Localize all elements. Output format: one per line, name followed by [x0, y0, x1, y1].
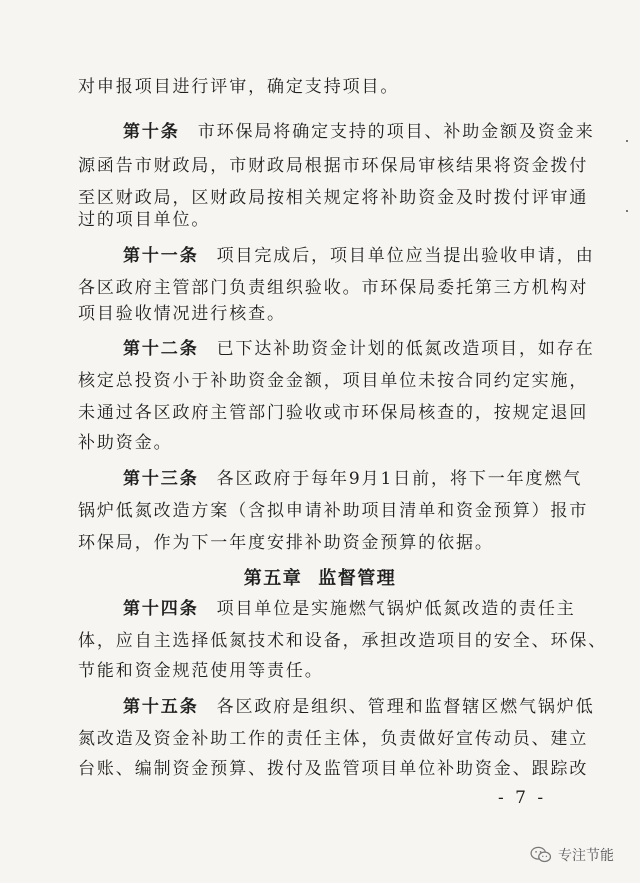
article-heading: 第十一条	[123, 246, 199, 266]
article-heading: 第十五条	[123, 697, 199, 717]
text-line: 锅炉低氮改造方案（含拟申请补助项目清单和资金预算）报市	[78, 501, 589, 521]
text-line: 台账、编制资金预算、拨付及监管项目单位补助资金、跟踪改	[78, 759, 589, 779]
text-line: 过的项目单位。	[78, 210, 211, 230]
text-line: 节能和资金规范使用等责任。	[78, 661, 324, 681]
wechat-icon	[530, 846, 552, 864]
chapter-heading: 第五章 监督管理	[243, 568, 397, 589]
watermark-text: 专注节能	[558, 848, 614, 864]
text-line: 体，应自主选择低氮技术和设备，承担改造项目的安全、环保、	[78, 631, 608, 651]
text-line: 项目验收情况进行核查。	[78, 304, 286, 324]
text-line: 核定总投资小于补助资金金额，项目单位未按合同约定实施，	[78, 371, 589, 391]
article-14: 第十四条 项目单位是实施燃气锅炉低氮改造的责任主	[123, 599, 576, 619]
text-line: 未通过各区政府主管部门验收或市环保局核查的，按规定退回	[78, 403, 589, 423]
scan-mark	[626, 140, 628, 142]
text-line: 至区财政局，区财政局按相关规定将补助资金及时拨付评审通	[78, 188, 589, 208]
text-line: 环保局，作为下一年度安排补助资金预算的依据。	[78, 533, 494, 553]
scan-mark	[626, 210, 628, 212]
text-line: 氮改造及资金补助工作的责任主体，负责做好宣传动员、建立	[78, 729, 589, 749]
article-heading: 第十条	[123, 122, 180, 142]
article-heading: 第十四条	[123, 599, 199, 619]
text-line: 各区政府主管部门负责组织验收。市环保局委托第三方机构对	[78, 278, 589, 298]
text-line: 源函告市财政局，市财政局根据市环保局审核结果将资金拨付	[78, 156, 589, 176]
text-line: 对申报项目进行评审，确定支持项目。	[78, 77, 400, 97]
page-number: - 7 -	[498, 788, 547, 808]
article-10: 第十条 市环保局将确定支持的项目、补助金额及资金来	[123, 122, 595, 142]
watermark	[530, 845, 614, 865]
article-15: 第十五条 各区政府是组织、管理和监督辖区燃气锅炉低	[123, 697, 595, 717]
article-heading: 第十二条	[123, 339, 199, 359]
article-11: 第十一条 项目完成后，项目单位应当提出验收申请，由	[123, 246, 595, 266]
text-line: 补助资金。	[78, 433, 173, 453]
article-heading: 第十三条	[123, 469, 199, 489]
article-12: 第十二条 已下达补助资金计划的低氮改造项目，如存在	[123, 339, 595, 359]
article-13: 第十三条 各区政府于每年9月1日前，将下一年度燃气	[123, 469, 583, 489]
